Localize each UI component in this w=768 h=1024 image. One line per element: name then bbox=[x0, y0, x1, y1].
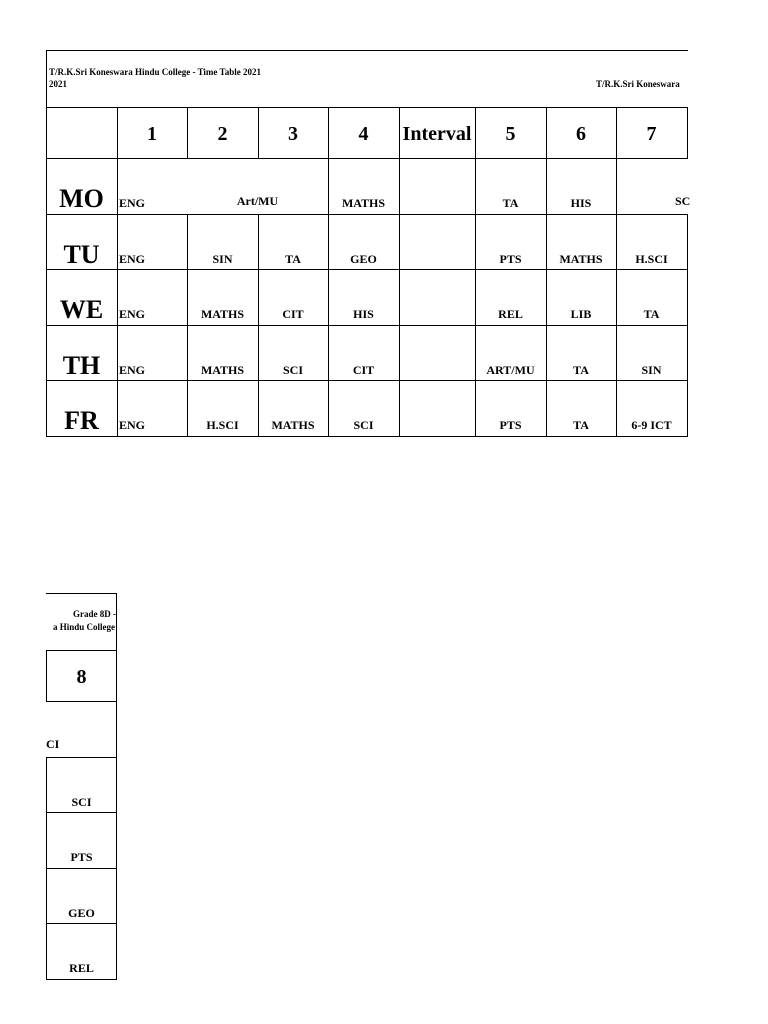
title-right: T/R.K.Sri Koneswara bbox=[596, 79, 680, 89]
row-line bbox=[46, 436, 688, 437]
cell-th-8: GEO bbox=[68, 906, 95, 920]
col-line bbox=[616, 158, 617, 214]
col-line bbox=[687, 214, 688, 436]
row-line bbox=[46, 380, 688, 381]
col-line bbox=[687, 107, 688, 158]
day-label-th: TH bbox=[62, 351, 101, 380]
cell-th-2: MATHS bbox=[200, 363, 245, 377]
period-header-7: 7 bbox=[646, 123, 657, 145]
cell-tu-7: H.SCI bbox=[635, 252, 668, 266]
cell-fr-1: ENG bbox=[119, 418, 146, 432]
day-label-fr: FR bbox=[64, 406, 99, 435]
timetable-page-1 bbox=[46, 50, 691, 437]
cell-fr-3: MATHS bbox=[271, 418, 315, 432]
cell-th-4: CIT bbox=[352, 363, 375, 377]
cell-we-1: ENG bbox=[119, 307, 146, 321]
day-label-mo: MO bbox=[59, 184, 104, 213]
cell-mo-7: SC bbox=[675, 194, 691, 208]
table-border-top bbox=[46, 593, 117, 594]
cell-th-3: SCI bbox=[282, 363, 303, 377]
cell-we-7: TA bbox=[643, 307, 660, 321]
row-line bbox=[46, 757, 117, 758]
cell-mo-1: ENG bbox=[119, 196, 146, 210]
day-label-we: WE bbox=[59, 295, 104, 324]
period-header-8: 8 bbox=[76, 666, 87, 688]
cell-fr-7: 6-9 ICT bbox=[631, 418, 672, 432]
row-line bbox=[46, 269, 688, 270]
cell-tu-8: SCI bbox=[71, 795, 92, 809]
period-header-4: 4 bbox=[358, 123, 369, 145]
cell-we-3: CIT bbox=[282, 307, 304, 321]
day-label-tu: TU bbox=[63, 240, 100, 269]
col-line bbox=[399, 158, 400, 214]
col-line bbox=[117, 158, 118, 214]
cell-tu-2: SIN bbox=[212, 252, 233, 266]
cell-mo-4: MATHS bbox=[341, 196, 386, 210]
college-header: a Hindu College bbox=[52, 622, 115, 632]
cell-th-1: ENG bbox=[119, 363, 146, 377]
period-header-interval: Interval bbox=[402, 123, 472, 145]
period-header-2: 2 bbox=[217, 123, 228, 145]
grade-header: Grade 8D - bbox=[73, 609, 116, 619]
row-line bbox=[46, 214, 688, 215]
row-line bbox=[46, 868, 117, 869]
row-line bbox=[46, 107, 688, 108]
row-line bbox=[46, 812, 117, 813]
period-header-6: 6 bbox=[576, 123, 586, 145]
cell-tu-4: GEO bbox=[350, 252, 377, 266]
cell-tu-1: ENG bbox=[119, 252, 146, 266]
col-line bbox=[187, 214, 188, 436]
row-line bbox=[46, 158, 688, 159]
cell-th-6: TA bbox=[573, 363, 589, 377]
cell-mo-5: TA bbox=[502, 196, 519, 210]
row-line bbox=[46, 923, 117, 924]
col-line bbox=[117, 214, 118, 436]
period-header-1: 1 bbox=[147, 123, 157, 145]
cell-mo-8: CI bbox=[46, 737, 60, 751]
cell-tu-3: TA bbox=[285, 252, 301, 266]
cell-we-2: MATHS bbox=[200, 307, 245, 321]
row-line bbox=[46, 701, 117, 702]
col-line bbox=[258, 214, 259, 436]
table-border-top bbox=[46, 50, 688, 51]
cell-we-5: REL bbox=[498, 307, 523, 321]
col-line bbox=[475, 214, 476, 436]
row-line bbox=[46, 979, 117, 980]
cell-we-8: PTS bbox=[70, 850, 93, 864]
cell-tu-6: MATHS bbox=[559, 252, 603, 266]
cell-fr-6: TA bbox=[573, 418, 589, 432]
timetable-page-2 bbox=[46, 593, 117, 980]
cell-fr-5: PTS bbox=[499, 418, 522, 432]
title-line-2: 2021 bbox=[49, 79, 67, 89]
col-line bbox=[616, 214, 617, 436]
row-line bbox=[46, 325, 688, 326]
cell-mo-6: HIS bbox=[570, 196, 592, 210]
cell-tu-5: PTS bbox=[499, 252, 522, 266]
period-header-5: 5 bbox=[505, 123, 516, 145]
cell-fr-4: SCI bbox=[353, 418, 374, 432]
cell-fr-8: REL bbox=[69, 961, 94, 975]
col-line bbox=[328, 214, 329, 436]
cell-we-4: HIS bbox=[353, 307, 374, 321]
cell-mo-2-3: Art/MU bbox=[236, 194, 279, 208]
col-line bbox=[546, 214, 547, 436]
cell-th-5: ART/MU bbox=[486, 363, 535, 377]
table-border-right bbox=[116, 593, 117, 980]
period-header-3: 3 bbox=[288, 123, 298, 145]
row-line bbox=[46, 650, 117, 651]
cell-fr-2: H.SCI bbox=[206, 418, 239, 432]
cell-th-7: SIN bbox=[641, 363, 662, 377]
title-line-1: T/R.K.Sri Koneswara Hindu College - Time Table 2021 bbox=[49, 67, 261, 77]
cell-we-6: LIB bbox=[570, 307, 592, 321]
col-line bbox=[399, 214, 400, 436]
